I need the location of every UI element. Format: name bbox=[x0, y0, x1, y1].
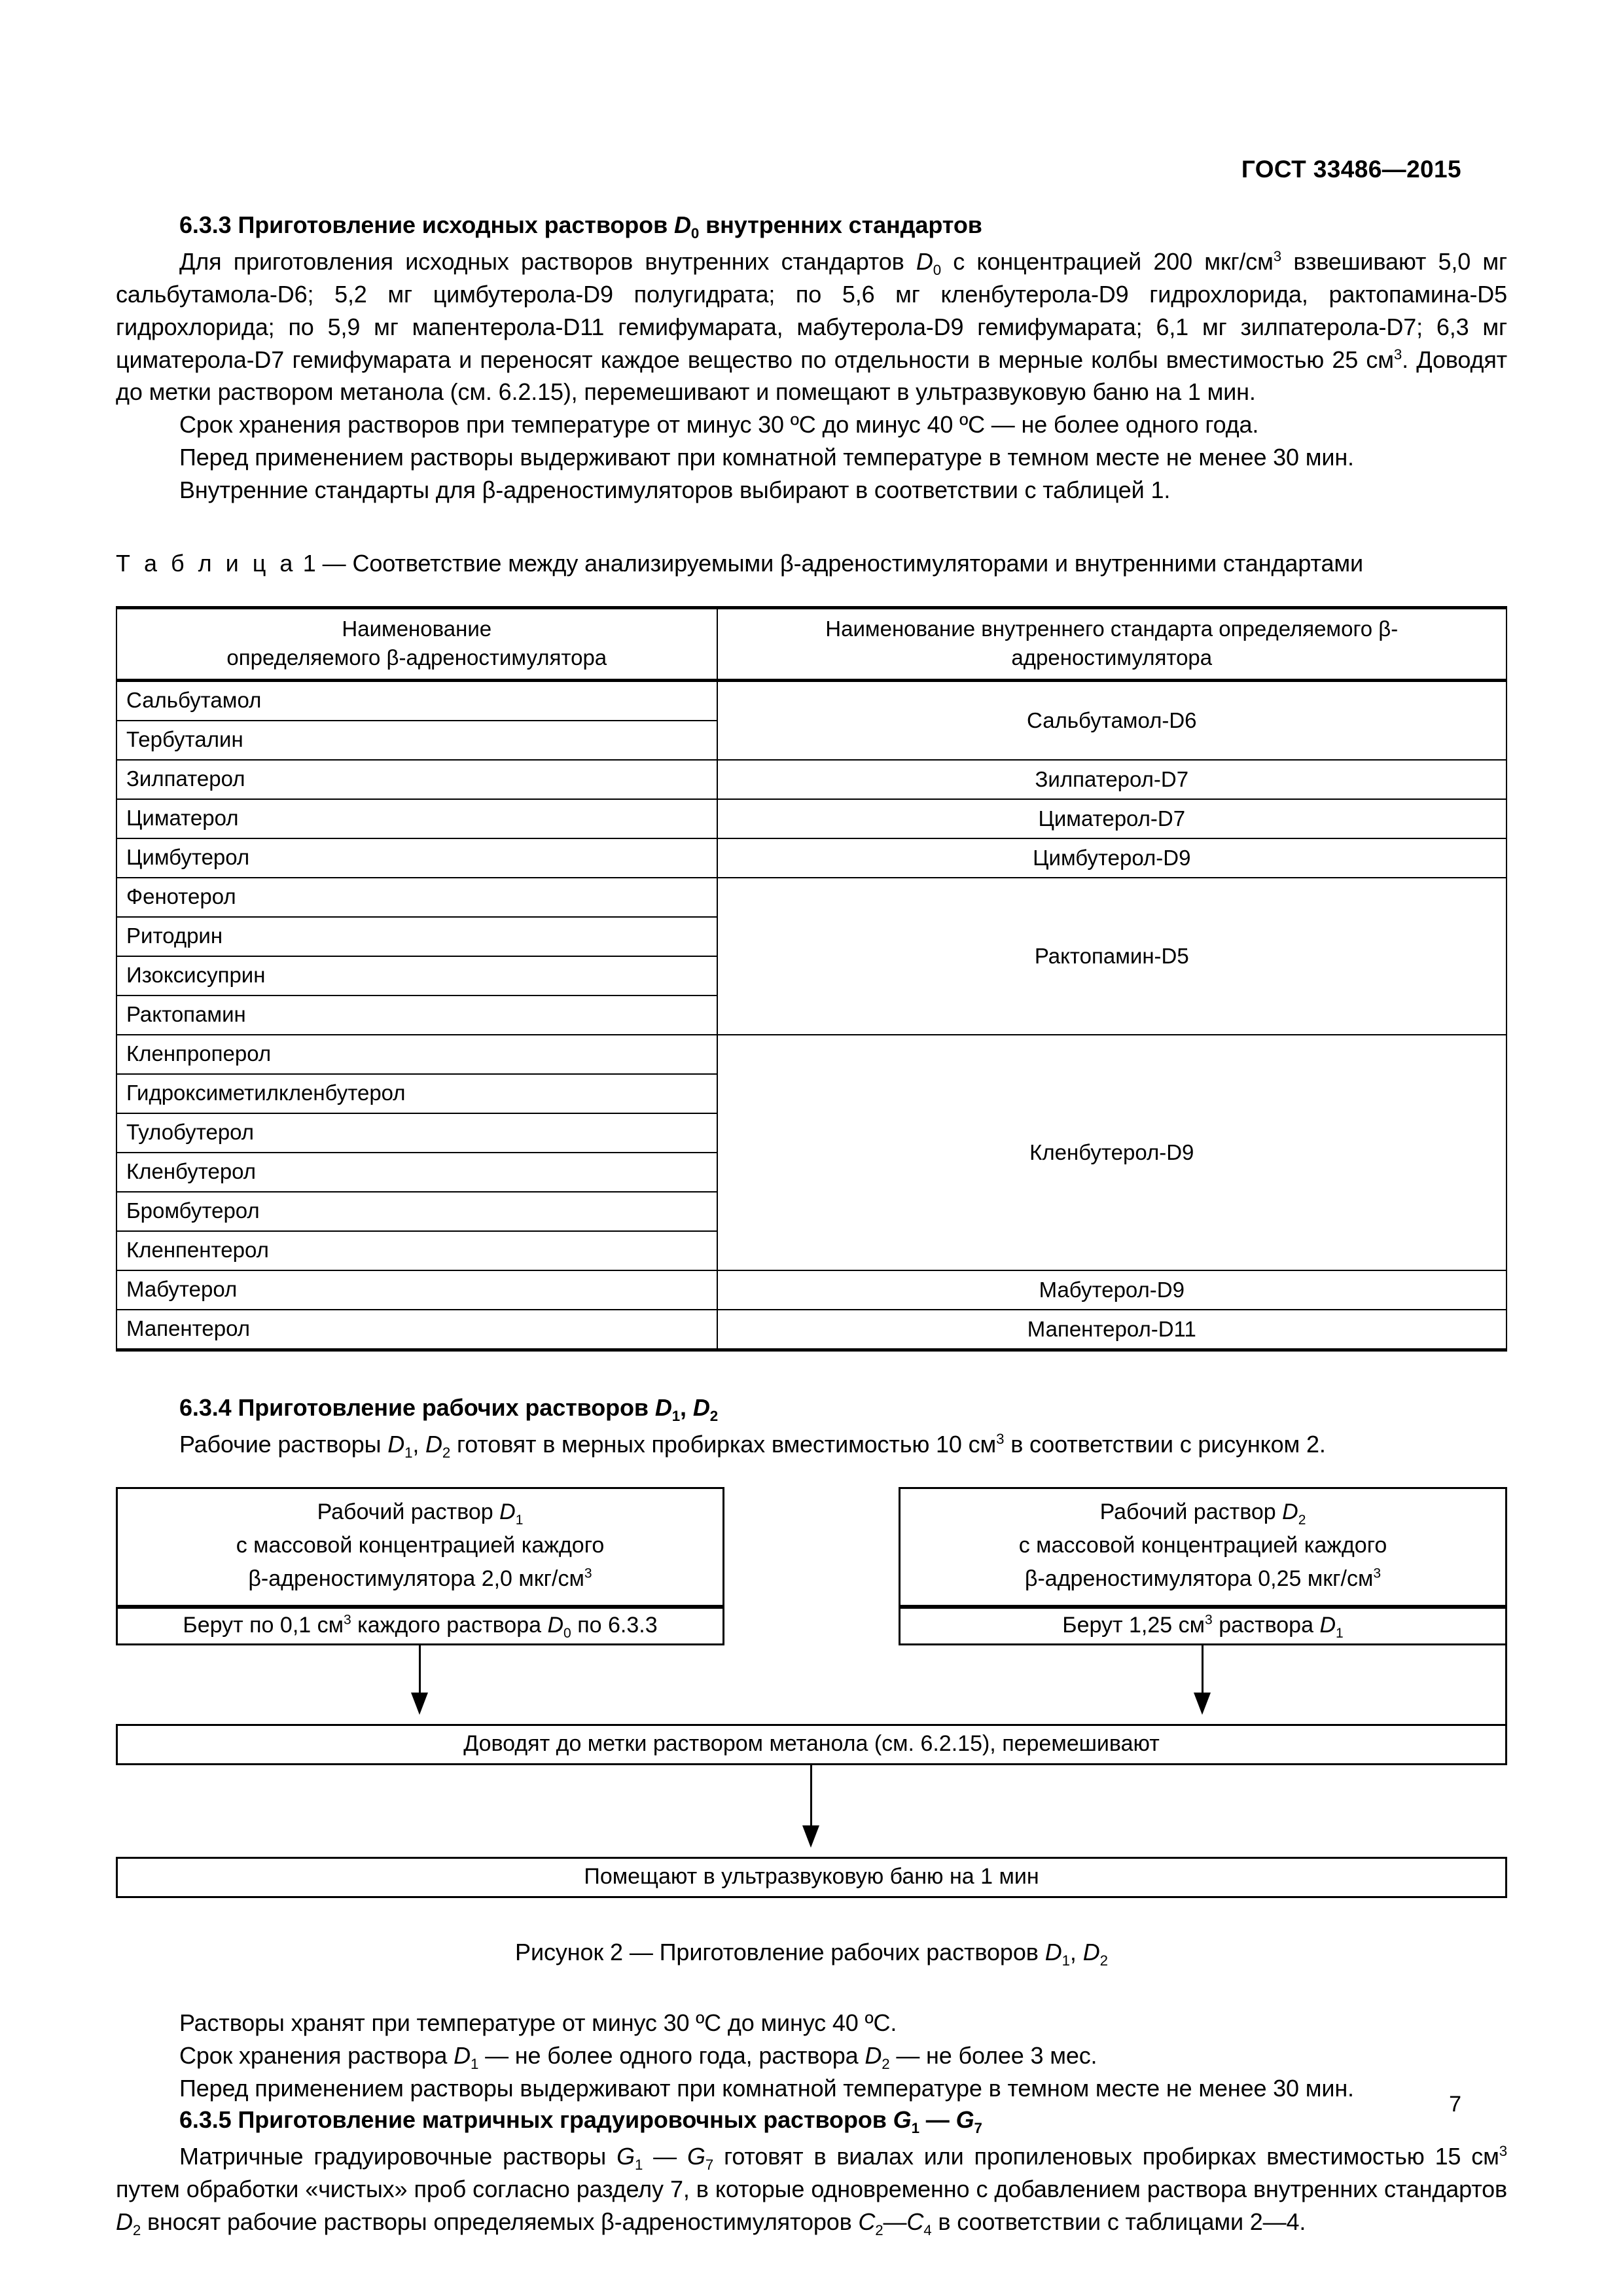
flowchart-box-d2-line2: с массовой концентрацией каждого bbox=[1018, 1532, 1387, 1558]
heading-6-3-3-sub: 0 bbox=[690, 225, 700, 242]
heading-sub: 2 bbox=[709, 1408, 719, 1425]
flowchart-column-d1 bbox=[116, 1487, 724, 1645]
connector-line-d2 bbox=[1202, 1645, 1204, 1695]
cell-analyte: Зилпатерол bbox=[116, 760, 717, 799]
flowchart-box-d1 bbox=[116, 1487, 724, 1607]
heading-6-3-3-suffix: внутренних стандартов bbox=[699, 211, 982, 238]
flowchart-box-ultrasound: Помещают в ультразвуковую баню на 1 мин bbox=[116, 1857, 1507, 1898]
para-text: — bbox=[643, 2143, 688, 2170]
table-row bbox=[116, 760, 1507, 799]
para-var: G bbox=[687, 2143, 705, 2170]
heading-text: — bbox=[919, 2106, 956, 2134]
para-sub: 2 bbox=[442, 1444, 451, 1462]
para-sup: 3 bbox=[1273, 247, 1282, 264]
box-var: D bbox=[1282, 1499, 1298, 1524]
flowchart-column-d2 bbox=[899, 1487, 1507, 1645]
table-row bbox=[116, 680, 1507, 721]
box-text: β-адреностимулятора 2,0 мкг/см bbox=[248, 1566, 584, 1591]
heading-6-3-5 bbox=[116, 2104, 1507, 2136]
para-6-3-5-1 bbox=[116, 2140, 1507, 2238]
para-6-3-3-4: Внутренние стандарты для β-адреностимуляторов выбирают в соответствии с таблицей 1. bbox=[179, 476, 1171, 503]
para-text: взвешивают 5,0 мг сальбутамола-D6; 5,2 мг цимбутерола-D9 полугидрата; по 5,6 мг кленбутерола-D9 гидрохлорида, рактопамина-D5 гидрохлорида; по 5,9 мг мапентерола-D11 гемифумарата, мабутерола-D9 гемифумарата; 6,1 мг зилпатерола-D7; 6,3 мг циматерола-D7 гемифумарата и переносят каждое вещество по отдельности в мерные колбы вместимостью 25 см bbox=[116, 247, 1507, 373]
table-row bbox=[116, 878, 1507, 917]
cell-analyte: Тербуталин bbox=[116, 721, 717, 760]
cell-analyte: Кленбутерол bbox=[116, 1153, 717, 1192]
para-text: путем обработки «чистых» проб согласно разделу 7, в которые одновременно с добавлением раствора внутренних стандартов bbox=[116, 2176, 1507, 2203]
flowchart-arrows-to-mix bbox=[116, 1645, 1507, 1724]
caption-sub: 1 bbox=[1061, 1952, 1070, 1969]
para-var: D bbox=[865, 2041, 882, 2069]
cell-analyte: Циматерол bbox=[116, 799, 717, 838]
table-header-line: определяемого β-адреностимулятора bbox=[226, 645, 607, 670]
cell-standard: Циматерол-D7 bbox=[717, 799, 1507, 838]
heading-var: D bbox=[654, 1393, 672, 1421]
table-1-caption bbox=[116, 547, 1507, 580]
cell-analyte: Кленпентерол bbox=[116, 1231, 717, 1270]
table-header-line: Наименование bbox=[342, 617, 492, 641]
cell-standard: Цимбутерол-D9 bbox=[717, 838, 1507, 878]
box-sup: 3 bbox=[344, 1612, 351, 1628]
para-text: готовят в мерных пробирках вместимостью 10 см bbox=[450, 1430, 997, 1458]
cell-analyte: Мабутерол bbox=[116, 1270, 717, 1310]
heading-6-3-3-var: D bbox=[674, 211, 691, 238]
table-1-caption-text: — Соответствие между анализируемыми β-адреностимуляторами и внутренними стандартами bbox=[322, 549, 1364, 577]
table-header-line: Наименование внутреннего стандарта определяемого β- bbox=[825, 617, 1399, 641]
para-text: готовят в виалах или пропиленовых пробирках вместимостью 15 см bbox=[713, 2143, 1499, 2170]
para-text: . Доводят до метки раствором метанола (см. 6.2.15), перемешивают и помещают в ультразвуковую баню на 1 мин. bbox=[116, 346, 1507, 406]
box-text: Рабочий раствор bbox=[1099, 1499, 1283, 1524]
page-number: 7 bbox=[1449, 2092, 1461, 2117]
heading-6-3-3 bbox=[116, 209, 1507, 242]
para-sub: 4 bbox=[923, 2222, 932, 2239]
table-row bbox=[116, 1035, 1507, 1074]
para-var: C bbox=[906, 2208, 924, 2236]
box-text: β-адреностимулятора 0,25 мкг/см bbox=[1024, 1566, 1374, 1591]
flowchart-box-d2-take bbox=[899, 1607, 1507, 1645]
flowchart-box-d2-line3 bbox=[910, 1562, 1496, 1596]
heading-sub: 7 bbox=[974, 2120, 982, 2137]
para-6-3-4-1 bbox=[116, 1428, 1507, 1461]
para-text: Рабочие растворы bbox=[179, 1430, 388, 1458]
para-text: вносят рабочие растворы определяемых β-адреностимуляторов bbox=[141, 2208, 859, 2236]
arrowhead-d2 bbox=[1194, 1693, 1211, 1715]
flowchart-box-d1-take bbox=[116, 1607, 724, 1645]
para-text: с концентрацией 200 мкг/см bbox=[940, 247, 1274, 275]
box-sup: 3 bbox=[1205, 1612, 1213, 1628]
para-6-3-4-after-1: Растворы хранят при температуре от минус 30 ºС до минус 40 ºС. bbox=[179, 2009, 897, 2036]
flowchart-box-d1-line3 bbox=[127, 1562, 713, 1596]
figure-2-caption bbox=[116, 1938, 1507, 1969]
heading-sub: 1 bbox=[911, 2120, 919, 2137]
para-sup: 3 bbox=[996, 1430, 1005, 1447]
para-6-3-4-after-3: Перед применением растворы выдерживают при комнатной температуре в темном месте не менее 30 мин. bbox=[179, 2074, 1354, 2102]
para-sub: 1 bbox=[404, 1444, 413, 1462]
connector-line-mix bbox=[810, 1765, 812, 1828]
para-sub: 1 bbox=[634, 2157, 643, 2174]
box-var: D bbox=[547, 1612, 564, 1638]
flowchart-box-d2 bbox=[899, 1487, 1507, 1607]
para-var: D bbox=[116, 2208, 133, 2236]
table-header-line: адреностимулятора bbox=[1011, 645, 1213, 670]
cell-analyte: Мапентерол bbox=[116, 1310, 717, 1350]
cell-standard: Рактопамин-D5 bbox=[717, 878, 1507, 1035]
table-row bbox=[116, 1270, 1507, 1310]
flowchart-box-d1-line1 bbox=[127, 1496, 713, 1529]
cell-analyte: Тулобутерол bbox=[116, 1113, 717, 1153]
cell-standard: Мабутерол-D9 bbox=[717, 1270, 1507, 1310]
flowchart-top-row bbox=[116, 1487, 1507, 1645]
cell-analyte: Рактопамин bbox=[116, 996, 717, 1035]
heading-6-3-3-prefix: 6.3.3 Приготовление исходных растворов bbox=[179, 211, 675, 238]
para-text: Матричные градуировочные растворы bbox=[179, 2143, 617, 2170]
heading-var: G bbox=[955, 2106, 974, 2134]
para-text: Для приготовления исходных растворов внутренних стандартов bbox=[179, 247, 916, 275]
para-var: G bbox=[616, 2143, 635, 2170]
para-text: в соответствии с рисунком 2. bbox=[1004, 1430, 1326, 1458]
para-sub: 2 bbox=[875, 2222, 883, 2239]
cell-analyte: Ритодрин bbox=[116, 917, 717, 956]
para-sub: 1 bbox=[470, 2055, 479, 2072]
para-6-3-3-2: Срок хранения растворов при температуре от минус 30 ºС до минус 40 ºС — не более одного года. bbox=[179, 411, 1259, 439]
box-var: D bbox=[499, 1499, 516, 1524]
para-var: D bbox=[454, 2041, 471, 2069]
cell-analyte: Цимбутерол bbox=[116, 838, 717, 878]
heading-text: 6.3.5 Приготовление матричных градуировочных растворов bbox=[179, 2106, 893, 2134]
cell-analyte: Бромбутерол bbox=[116, 1192, 717, 1231]
box-text: раствора bbox=[1212, 1612, 1320, 1638]
caption-text: Рисунок 2 — Приготовление рабочих растворов bbox=[515, 1938, 1045, 1965]
cell-analyte: Сальбутамол bbox=[116, 680, 717, 721]
para-6-3-3-3: Перед применением растворы выдерживают при комнатной температуре в темном месте не менее 30 мин. bbox=[179, 444, 1354, 471]
table-header-cell-standard bbox=[717, 608, 1507, 681]
para-var: C bbox=[858, 2208, 876, 2236]
flowchart-box-mix: Доводят до метки раствором метанола (см. 6.2.15), перемешивают bbox=[116, 1724, 1507, 1765]
para-text: — bbox=[883, 2208, 907, 2236]
para-text: — не более 3 мес. bbox=[889, 2041, 1097, 2069]
para-sub: 2 bbox=[132, 2222, 141, 2239]
para-sub: 7 bbox=[705, 2157, 714, 2174]
table-row bbox=[116, 838, 1507, 878]
box-var: D bbox=[1319, 1612, 1336, 1638]
box-text: Рабочий раствор bbox=[317, 1499, 500, 1524]
caption-var: D bbox=[1044, 1938, 1062, 1965]
heading-text: 6.3.4 Приготовление рабочих растворов bbox=[179, 1393, 655, 1421]
para-6-3-3-1 bbox=[116, 245, 1507, 408]
table-body bbox=[116, 680, 1507, 1350]
para-text: — не более одного года, раствора bbox=[478, 2041, 865, 2069]
table-header-cell-analyte bbox=[116, 608, 717, 681]
cell-standard: Сальбутамол-D6 bbox=[717, 680, 1507, 760]
cell-standard: Зилпатерол-D7 bbox=[717, 760, 1507, 799]
cell-analyte: Фенотерол bbox=[116, 878, 717, 917]
heading-var: D bbox=[692, 1393, 710, 1421]
cell-standard: Мапентерол-D11 bbox=[717, 1310, 1507, 1350]
table-header-row bbox=[116, 608, 1507, 681]
table-1-caption-label: Т а б л и ц а bbox=[116, 549, 296, 577]
connector-line-d1 bbox=[419, 1645, 421, 1695]
document-content bbox=[116, 209, 1507, 2238]
table-row bbox=[116, 799, 1507, 838]
box-sub: 1 bbox=[1336, 1625, 1344, 1641]
table-1 bbox=[116, 606, 1507, 1352]
arrowhead-d1 bbox=[411, 1693, 428, 1715]
box-text: Берут по 0,1 см bbox=[183, 1612, 344, 1638]
caption-var: D bbox=[1082, 1938, 1100, 1965]
heading-6-3-4 bbox=[116, 1392, 1507, 1424]
caption-text: , bbox=[1069, 1938, 1083, 1965]
caption-sub: 2 bbox=[1099, 1952, 1108, 1969]
heading-text: , bbox=[680, 1393, 693, 1421]
box-text: каждого раствора bbox=[351, 1612, 548, 1638]
heading-var: G bbox=[893, 2106, 912, 2134]
connector-line-right-rail bbox=[1505, 1645, 1507, 1724]
box-sub: 2 bbox=[1298, 1512, 1306, 1528]
para-sub: 0 bbox=[933, 262, 941, 279]
para-var: D bbox=[916, 247, 933, 275]
para-var: D bbox=[387, 1430, 405, 1458]
para-text: Срок хранения раствора bbox=[179, 2041, 454, 2069]
box-sup: 3 bbox=[584, 1566, 592, 1581]
cell-analyte: Гидроксиметилкленбутерол bbox=[116, 1074, 717, 1113]
para-sup: 3 bbox=[1393, 346, 1402, 363]
flowchart-arrow-to-ultrasound bbox=[116, 1765, 1507, 1857]
flowchart-box-d1-line2: с массовой концентрацией каждого bbox=[236, 1532, 605, 1558]
para-var: D bbox=[425, 1430, 442, 1458]
box-sub: 0 bbox=[563, 1625, 571, 1641]
para-sub: 2 bbox=[882, 2055, 890, 2072]
para-sup: 3 bbox=[1499, 2143, 1508, 2160]
figure-2-flowchart bbox=[116, 1487, 1507, 1898]
box-sup: 3 bbox=[1373, 1566, 1382, 1581]
cell-analyte: Кленпроперол bbox=[116, 1035, 717, 1074]
standard-header: ГОСТ 33486—2015 bbox=[1241, 156, 1461, 183]
heading-sub: 1 bbox=[671, 1408, 681, 1425]
box-sub: 1 bbox=[515, 1512, 524, 1528]
para-6-3-4-after-2 bbox=[116, 2039, 1507, 2072]
flowchart-box-d2-line1 bbox=[910, 1496, 1496, 1529]
arrowhead-mix bbox=[802, 1825, 819, 1848]
box-text: Берут 1,25 см bbox=[1062, 1612, 1205, 1638]
table-row bbox=[116, 1310, 1507, 1350]
table-1-caption-number: 1 bbox=[296, 549, 323, 577]
para-text: , bbox=[412, 1430, 426, 1458]
cell-analyte: Изоксисуприн bbox=[116, 956, 717, 996]
box-text: по 6.3.3 bbox=[571, 1612, 658, 1638]
para-text: в соответствии с таблицами 2—4. bbox=[931, 2208, 1306, 2236]
cell-standard: Кленбутерол-D9 bbox=[717, 1035, 1507, 1270]
